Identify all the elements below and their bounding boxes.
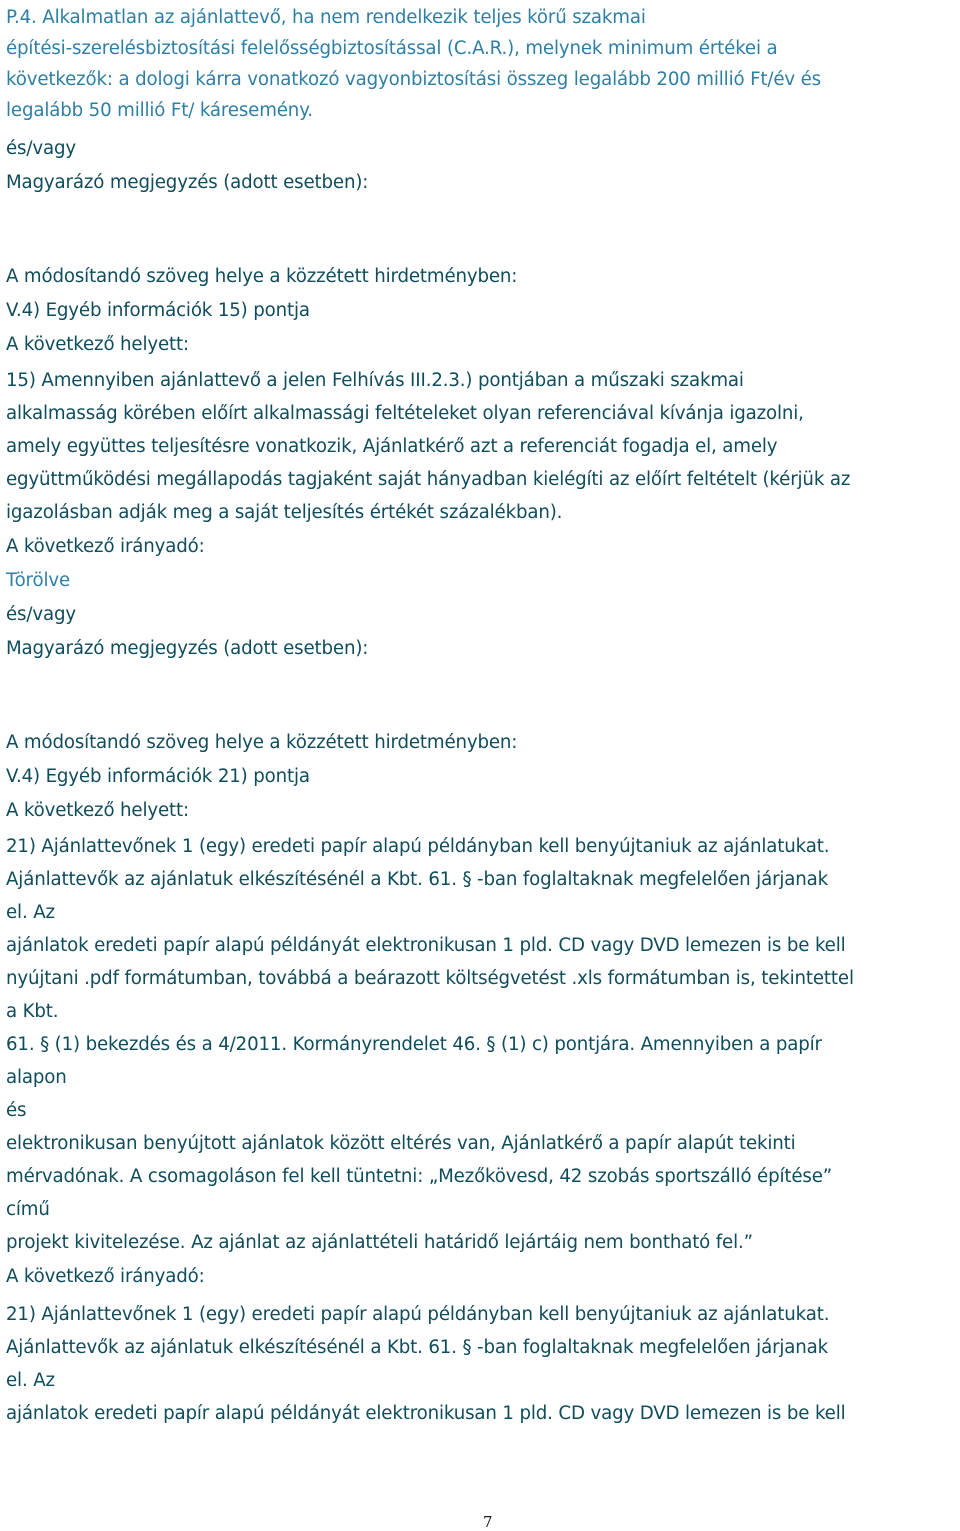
text-line: el. Az (6, 902, 55, 923)
instead-of-label: A következő helyett: (6, 334, 189, 355)
text-line: ajánlatok eredeti papír alapú példányát elektronikusan 1 pld. CD vagy DVD lemezen is be kell (6, 1403, 846, 1424)
text-line: ajánlatok eredeti papír alapú példányát elektronikusan 1 pld. CD vagy DVD lemezen is be kell (6, 935, 846, 956)
text-line: mérvadónak. A csomagoláson fel kell tüntetni: „Mezőkövesd, 42 szobás sportszálló építése” (6, 1166, 833, 1187)
intro-line: P.4. Alkalmatlan az ajánlattevő, ha nem rendelkezik teljes körű szakmai (6, 7, 646, 28)
section1-old-text (6, 364, 958, 529)
explanatory-note-label: Magyarázó megjegyzés (adott esetben): (6, 638, 369, 659)
text-line: alkalmasság körében előírt alkalmassági feltételeket olyan referenciával kívánja igazolni, (6, 403, 804, 424)
section2-location: V.4) Egyéb információk 21) pontja (6, 766, 310, 787)
section2-new-text (6, 1298, 958, 1430)
text-line: 21) Ajánlattevőnek 1 (egy) eredeti papír alapú példányban kell benyújtaniuk az ajánlatukat. (6, 1304, 830, 1325)
text-line: 15) Amennyiben ajánlattevő a jelen Felhívás III.2.3.) pontjában a műszaki szakmai (6, 370, 744, 391)
intro-line: következők: a dologi kárra vonatkozó vagyonbiztosítási összeg legalább 200 millió Ft/év és (6, 69, 822, 90)
intro-line: építési-szerelésbiztosítási felelősségbiztosítással (C.A.R.), melynek minimum értékei a (6, 38, 778, 59)
text-line: elektronikusan benyújtott ajánlatok között eltérés van, Ajánlatkérő a papír alapút tekinti (6, 1133, 796, 1154)
explanatory-note-label: Magyarázó megjegyzés (adott esetben): (6, 172, 369, 193)
text-line: alapon (6, 1067, 67, 1088)
and-or-label: és/vagy (6, 604, 76, 625)
text-line: a Kbt. (6, 1001, 59, 1022)
section2-old-text (6, 830, 958, 1259)
text-line: Ajánlattevők az ajánlatuk elkészítésénél a Kbt. 61. § -ban foglaltaknak megfelelően járjanak (6, 1337, 829, 1358)
location-label: A módosítandó szöveg helye a közzétett hirdetményben: (6, 732, 518, 753)
page-number: 7 (483, 1513, 493, 1531)
text-line: 21) Ajánlattevőnek 1 (egy) eredeti papír alapú példányban kell benyújtaniuk az ajánlatukat. (6, 836, 830, 857)
instead-of-label: A következő helyett: (6, 800, 189, 821)
intro-paragraph (6, 0, 958, 126)
intro-line: legalább 50 millió Ft/ káresemény. (6, 100, 313, 121)
section1-new-text: Törölve (6, 570, 71, 591)
governing-label: A következő irányadó: (6, 1266, 205, 1287)
text-line: nyújtani .pdf formátumban, továbbá a beárazott költségvetést .xls formátumban is, tekintettel (6, 968, 854, 989)
text-line: 61. § (1) bekezdés és a 4/2011. Kormányrendelet 46. § (1) c) pontjára. Amennyiben a papír (6, 1034, 822, 1055)
text-line: el. Az (6, 1370, 55, 1391)
text-line: projekt kivitelezése. Az ajánlat az ajánlattételi határidő lejártáig nem bontható fel.” (6, 1232, 753, 1253)
text-line: igazolásban adják meg a saját teljesítés értékét százalékban). (6, 502, 563, 523)
text-line: című (6, 1199, 50, 1220)
text-line: és (6, 1100, 27, 1121)
section1-location: V.4) Egyéb információk 15) pontja (6, 300, 310, 321)
governing-label: A következő irányadó: (6, 536, 205, 557)
and-or-label: és/vagy (6, 138, 76, 159)
location-label: A módosítandó szöveg helye a közzétett hirdetményben: (6, 266, 518, 287)
text-line: amely együttes teljesítésre vonatkozik, Ajánlatkérő azt a referenciát fogadja el, amely (6, 436, 778, 457)
text-line: együttműködési megállapodás tagjaként saját hányadban kielégíti az előírt feltételt (kérjük az (6, 469, 851, 490)
text-line: Ajánlattevők az ajánlatuk elkészítésénél a Kbt. 61. § -ban foglaltaknak megfelelően járjanak (6, 869, 829, 890)
document-body (6, 0, 958, 1430)
